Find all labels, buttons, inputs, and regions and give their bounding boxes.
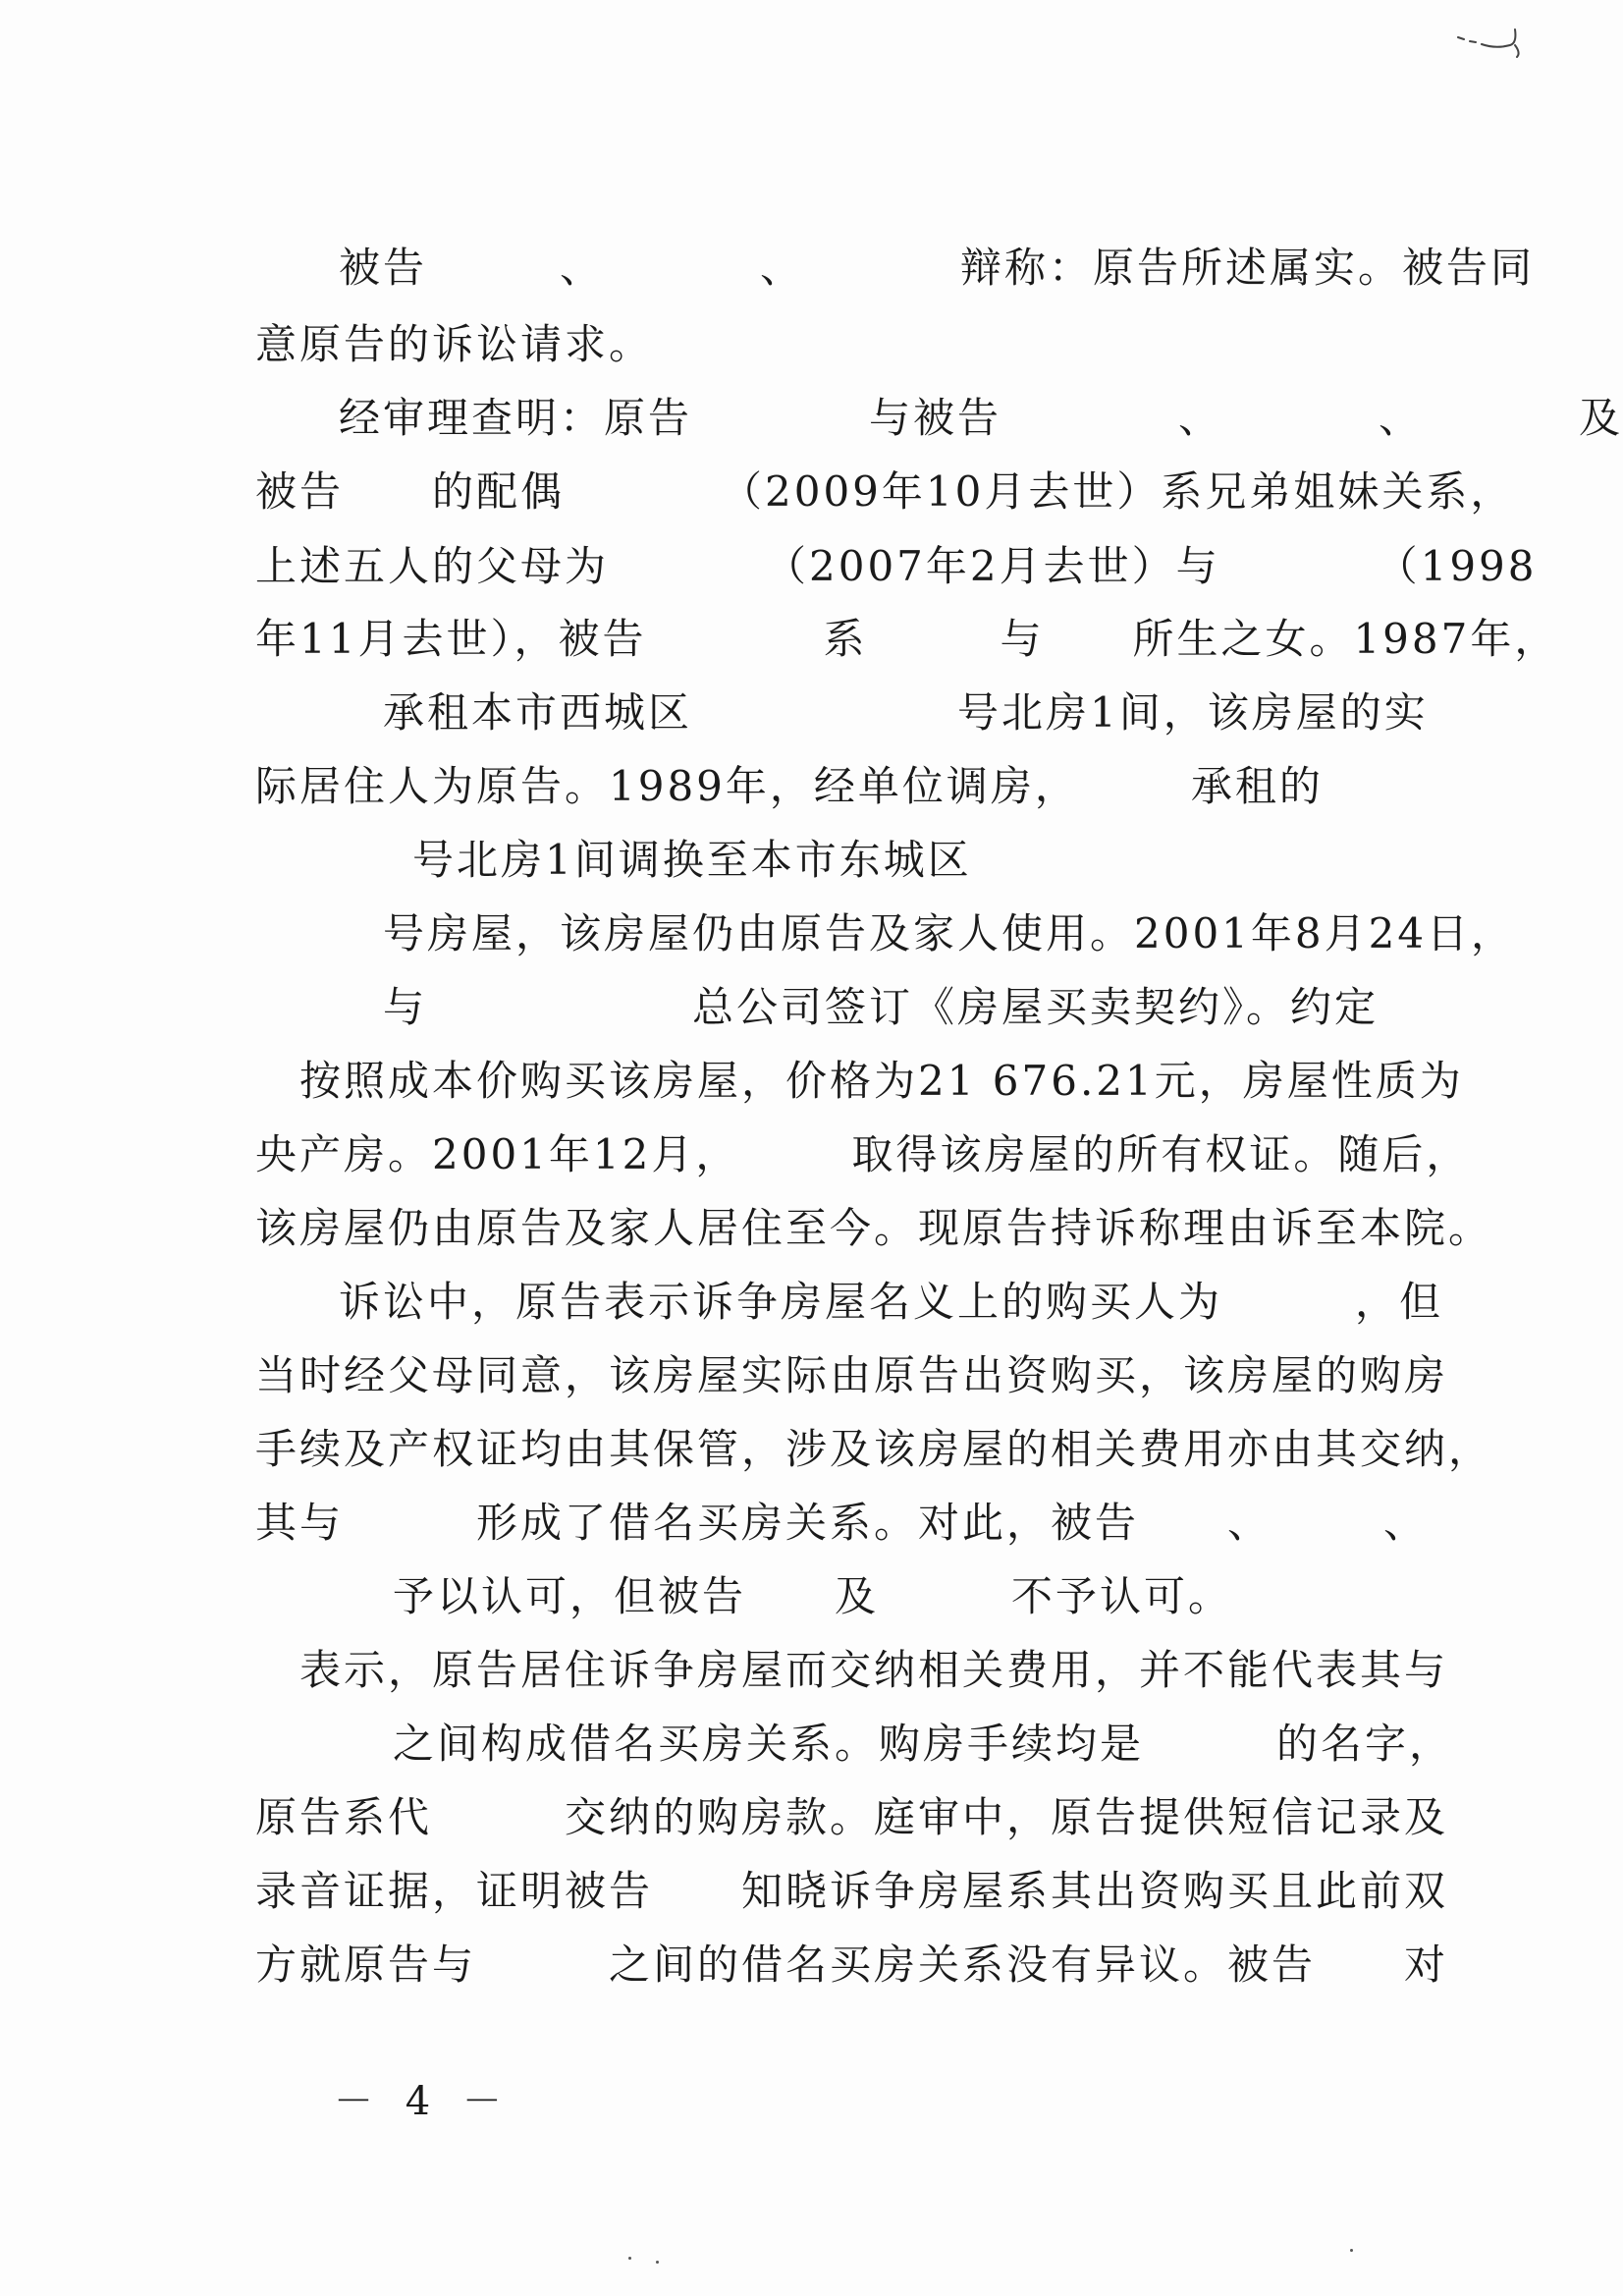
text-line-13: 央产房。2001年12月， 取得该房屋的所有权证。随后， [255,1130,1471,1178]
text-line-19: 予以认可，但被告 及 不予认可。 [393,1572,1233,1620]
scan-speck [628,2257,631,2260]
text-line-6: 年11月去世），被告 系 与 所生之女。1987年， [255,615,1559,663]
scan-speck [1350,2249,1353,2252]
text-line-8: 际居住人为原告。1989年，经单位调房， 承租的 [255,762,1324,810]
text-line-18: 其与 形成了借名买房关系。对此，被告 、 、 [255,1499,1429,1547]
text-line-23: 录音证据，证明被告 知晓诉争房屋系其出资购买且此前双 [255,1867,1449,1915]
text-line-16: 当时经父母同意，该房屋实际由原告出资购买，该房屋的购房 [255,1351,1449,1399]
scan-speck [656,2261,659,2264]
text-line-14: 该房屋仍由原告及家人居住至今。现原告持诉称理由诉至本院。 [255,1204,1493,1252]
text-line-21: 之间构成借名买房关系。购房手续均是 的名字， [393,1720,1454,1768]
pen-mark-icon [1456,20,1535,59]
text-line-3: 经审理查明：原告 与被告 、 、 及 [339,394,1623,442]
text-line-20: 表示，原告居住诉争房屋而交纳相关费用，并不能代表其与 [299,1646,1449,1694]
text-line-12: 按照成本价购买该房屋，价格为21 676.21元，房屋性质为 [299,1057,1464,1105]
text-line-17: 手续及产权证均由其保管，涉及该房屋的相关费用亦由其交纳， [255,1425,1493,1473]
text-line-1: 被告 、 、 辩称：原告所述属实。被告同 [339,244,1536,292]
text-line-4: 被告 的配偶 （2009年10月去世）系兄弟姐妹关系， [255,467,1515,516]
text-line-5: 上述五人的父母为 （2007年2月去世）与 （1998 [255,542,1538,590]
text-line-7: 承租本市西城区 号北房1间，该房屋的实 [383,688,1429,737]
text-line-11: 与 总公司签订《房屋买卖契约》。约定 [383,983,1380,1031]
text-line-9: 号北房1间调换至本市东城区 [412,836,972,884]
text-line-15: 诉讼中，原告表示诉争房屋名义上的购买人为 ，但 [339,1278,1444,1326]
text-line-24: 方就原告与 之间的借名买房关系没有异议。被告 对 [255,1941,1449,1989]
page-number: － 4 － [334,2079,512,2124]
text-line-10: 号房屋，该房屋仍由原告及家人使用。2001年8月24日， [383,909,1516,957]
text-line-2: 意原告的诉讼请求。 [255,320,654,368]
text-line-22: 原告系代 交纳的购房款。庭审中，原告提供短信记录及 [255,1793,1449,1841]
